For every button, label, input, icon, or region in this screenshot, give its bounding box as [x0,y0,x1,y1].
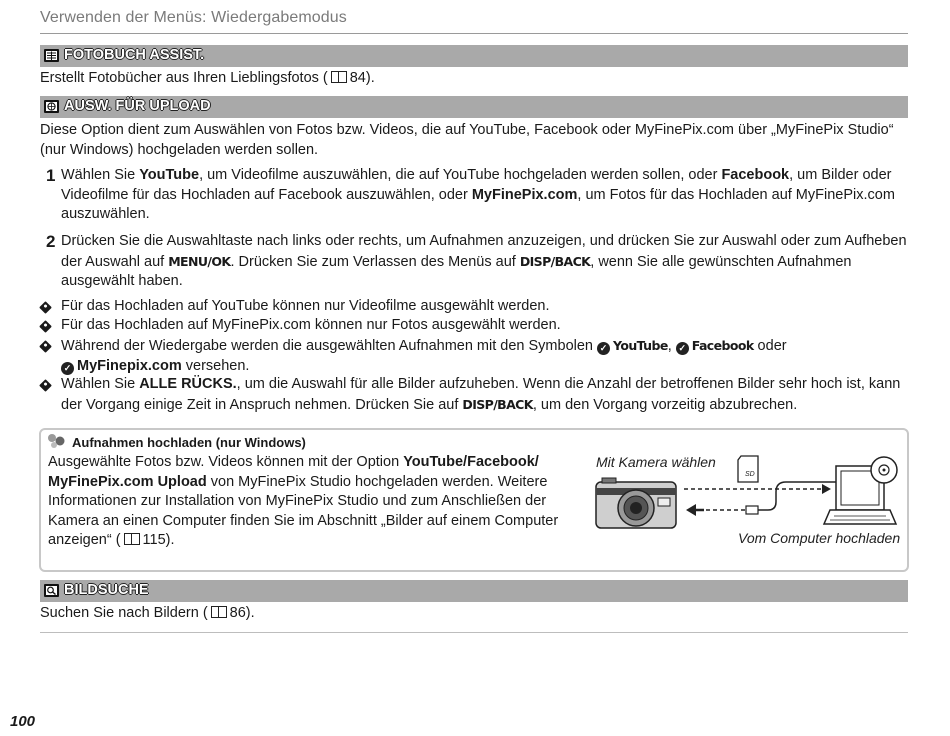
bullet-4-part: , um den Vorgang vorzeitig abzubrechen. [532,396,798,413]
upload-globe-icon: ✓ [676,342,689,355]
bildsuche-description [40,604,910,624]
step-number-2: 2 [46,232,56,251]
step-2-text [61,232,909,292]
note-page-ref: 115 [142,532,166,548]
upload-diagram [590,452,902,532]
book-ref-icon [124,533,140,545]
bullet-2: Für das Hochladen auf MyFinePix.com können nur Fotos ausgewählt werden. [61,317,561,333]
step-1-part: Wählen Sie [61,167,140,183]
step-number-1: 1 [46,166,56,185]
key-disp-back: DISP/BACK [462,396,533,412]
note-bullet-icon [39,379,52,392]
bildsuche-page-ref: 86 [229,605,246,621]
section-bar-fotobuch [40,45,908,67]
bullet-3-part: versehen. [181,357,250,374]
camera-icon [596,478,676,528]
option-youtube: YouTube [139,167,200,183]
note-bullet-icon [39,301,52,314]
step-1-text [61,166,909,225]
tip-icon [47,433,69,449]
upload-globe-icon: ✓ [61,362,74,375]
upload-globe-icon [44,100,59,113]
key-disp-back: DISP/BACK [519,253,591,269]
bullet-3-part: , [667,338,676,354]
footer-rule [40,632,908,633]
section-bar-upload [40,96,908,118]
step-1-part: , um Videofilme auszuwählen, die auf YouTube hochgeladen werden sollen, oder [199,167,722,183]
cd-disc-icon [871,457,897,483]
bullet-3-part: oder [753,338,787,354]
fotobuch-page-ref: 84 [349,70,366,86]
sd-card-icon [738,456,758,482]
upload-intro: Diese Option dient zum Auswählen von Fotos bzw. Videos, die auf YouTube, Facebook oder MyFinePix.com über „MyFinePix Studio“ (nur Windows) hochgeladen werden sollen. [40,122,894,158]
step-2-part: , wenn Sie alle gewünschten Aufnahmen ausgewählt haben. [61,253,852,289]
section-bar-bildsuche [40,580,908,602]
step-1-part: , um Fotos für das Hochladen auf MyFinePix.com auszuwählen. [61,186,895,222]
bildsuche-desc-end: ). [245,605,255,621]
section-title-fotobuch: FOTOBUCH ASSIST. [64,47,205,63]
book-ref-icon [211,606,227,618]
option-alle-ruecks: ALLE RÜCKS. [139,376,237,392]
note-body-part: Ausgewählte Fotos bzw. Videos können mit der Option [48,454,404,470]
option-myfinepix: MyFinePix.com [471,186,578,203]
note-bullet-icon [39,340,52,353]
bullet-4 [61,375,909,415]
running-title: Verwenden der Menüs: Wiedergabemodus [40,9,347,26]
fotobuch-description [40,69,910,89]
bullet-4-part: Wählen Sie [61,376,140,392]
image-search-icon [44,584,59,597]
note-body-part: ). [165,532,175,548]
fotobuch-desc-text: Erstellt Fotobücher aus Ihren Lieblingsfotos ( [40,70,328,86]
photobook-icon [44,49,59,62]
header-rule [40,33,908,34]
symbol-youtube: YouTube [613,338,668,353]
caption-computer-upload: Vom Computer hochladen [738,530,901,546]
step-2-part: Drücken Sie die Auswahltaste nach links oder rechts, um Aufnahmen anzuzeigen, und drücken Sie zur Auswahl oder zum Aufheben der Auswahl auf [61,233,907,270]
upload-globe-icon: ✓ [597,342,610,355]
symbol-myfinepix: MyFinepix.com [77,357,182,374]
section-title-upload: AUSW. FÜR UPLOAD [64,98,211,114]
option-facebook: Facebook [721,167,790,183]
option-upload: YouTube/Facebook/ MyFinePix.com Upload [48,454,539,490]
fotobuch-desc-end: ). [365,70,375,86]
svg-text:SD: SD [745,471,755,478]
symbol-facebook: Facebook [691,338,754,353]
step-2-part: . Drücken Sie zum Verlassen des Menüs auf [230,253,520,270]
bullet-1: Für das Hochladen auf YouTube können nur Videofilme ausgewählt werden. [61,298,550,314]
step-1-part: , um Bilder oder Videofilme für das Hochladen auf Facebook auszuwählen, oder [61,167,892,203]
bullet-3 [61,336,909,376]
note-bullet-icon [39,320,52,333]
note-body-part: von MyFinePix Studio hochgeladen werden. Weitere Informationen zur Installation von MyFinePix Studio und zum Anschließen der Kamera an einen Computer finden Sie im Abschnitt „Bilder auf einem Computer anzeigen“ ( [48,473,559,548]
note-body [48,453,570,551]
bullet-4-part: , um die Auswahl für alle Bilder aufzuheben. Wenn die Anzahl der betroffenen Bilder sehr hoch ist, kann der Vorgang einige Zeit in Anspruch nehmen. Drücken Sie auf [61,376,901,413]
note-title: Aufnahmen hochladen (nur Windows) [72,435,306,450]
bullet-3-part: Während der Wiedergabe werden die ausgewählten Aufnahmen mit den Symbolen [61,338,598,354]
caption-camera-select: Mit Kamera wählen [596,454,716,470]
key-menu-ok: MENU/OK [168,253,231,269]
page-number: 100 [10,713,36,730]
book-ref-icon [331,71,347,83]
section-title-bildsuche: BILDSUCHE [64,582,149,598]
bildsuche-desc-text: Suchen Sie nach Bildern ( [40,605,208,621]
